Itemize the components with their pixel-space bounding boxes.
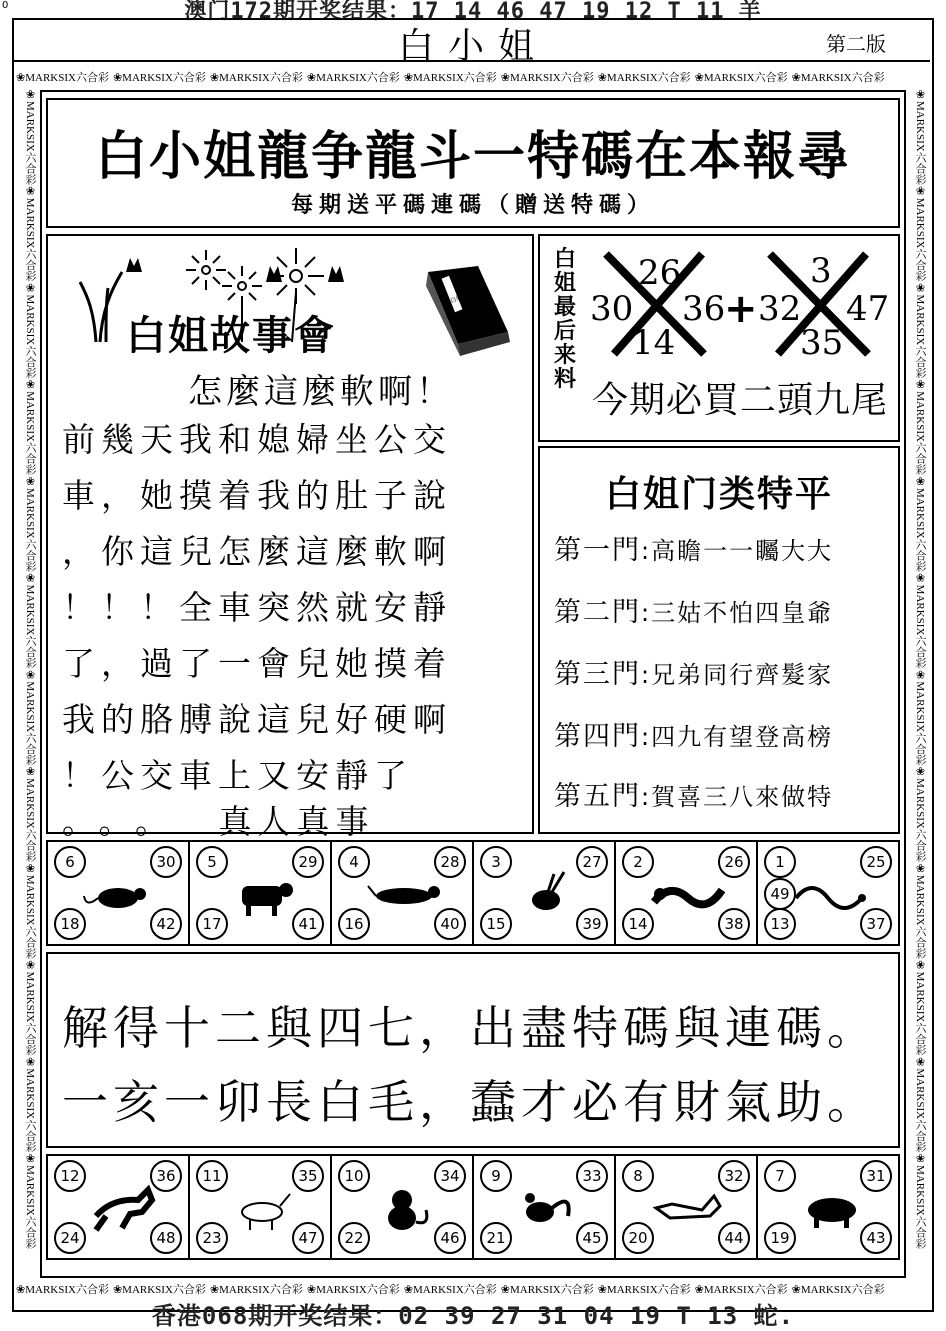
snake-icon xyxy=(792,868,868,920)
goat-icon xyxy=(224,1182,300,1234)
number-ball: 15 xyxy=(480,908,512,940)
number-ball: 2 xyxy=(622,846,654,878)
number-ball: 19 xyxy=(764,1222,796,1254)
number-ball: 7 xyxy=(764,1160,796,1192)
story-box xyxy=(46,234,534,841)
story-line: ，你這兒怎麼這麼軟啊 xyxy=(62,532,452,571)
category-text: 四九有望登高榜 xyxy=(651,723,834,751)
number-ball: 47 xyxy=(292,1222,324,1254)
number-ball: 11 xyxy=(196,1160,228,1192)
zodiac-row-top xyxy=(46,840,900,946)
number-ball: 27 xyxy=(576,846,608,878)
number-ball: 39 xyxy=(576,908,608,940)
number-ball: 14 xyxy=(622,908,654,940)
edition-label: 第二版 xyxy=(826,32,886,56)
ending-dots: 。。。 xyxy=(62,802,188,841)
tip-number: 36 xyxy=(682,289,726,329)
watermark-text: ❀MARKSIX六合彩 xyxy=(914,765,926,862)
number-ball: 31 xyxy=(860,1160,892,1192)
horse-icon xyxy=(82,1182,158,1234)
number-ball: 29 xyxy=(292,846,324,878)
crossed-numbers xyxy=(584,242,896,364)
number-ball: 48 xyxy=(150,1222,182,1254)
watermark-text: ❀MARKSIX六合彩 xyxy=(694,72,788,84)
watermark-text: ❀MARKSIX六合彩 xyxy=(914,958,926,1056)
watermark-text: ❀MARKSIX六合彩 xyxy=(914,281,926,379)
watermark-text: ❀MARKSIX六合彩 xyxy=(597,72,691,84)
ending-text: 真人真事 xyxy=(218,802,375,841)
tip-number: 30 xyxy=(590,289,634,329)
watermark-text: ❀MARKSIX六合彩 xyxy=(597,1284,691,1296)
number-ball: 37 xyxy=(860,908,892,940)
story-heading: 白姐故事會 xyxy=(126,313,336,359)
rat-icon xyxy=(82,868,158,920)
zodiac-cell-goat xyxy=(188,1154,330,1260)
watermark-text: ❀MARKSIX六合彩 xyxy=(24,184,36,282)
number-ball: 24 xyxy=(54,1222,86,1254)
category-text: 兄弟同行齊髮家 xyxy=(651,661,834,689)
category-row: 第二門:三姑不怕四皇爺 xyxy=(554,597,834,628)
monkey-icon xyxy=(366,1182,442,1234)
number-ball: 44 xyxy=(718,1222,750,1254)
watermark-text: ❀MARKSIX六合彩 xyxy=(24,1152,36,1249)
number-ball: 21 xyxy=(480,1222,512,1254)
page-number: 0 xyxy=(2,0,9,11)
watermark-text: ❀MARKSIX六合彩 xyxy=(403,72,497,84)
header-divider xyxy=(14,60,930,62)
watermark-text: ❀MARKSIX六合彩 xyxy=(403,1284,497,1296)
number-ball: 5 xyxy=(196,846,228,878)
pig-icon xyxy=(792,1182,868,1234)
watermark-strip-right xyxy=(906,88,928,1276)
watermark-text: ❀MARKSIX六合彩 xyxy=(24,861,36,959)
zodiac-cell-rooster xyxy=(472,1154,614,1260)
number-ball: 43 xyxy=(860,1222,892,1254)
number-ball: 4 xyxy=(338,846,370,878)
category-label: 第五門 xyxy=(554,781,641,812)
story-title: 怎麼這麼軟啊！ xyxy=(188,372,454,412)
number-ball: 12 xyxy=(54,1160,86,1192)
watermark-text: ❀MARKSIX六合彩 xyxy=(24,88,36,185)
poem-line-2: 一亥一卯長白毛，蠢才必有財氣助。 xyxy=(62,1075,878,1129)
watermark-text: ❀MARKSIX六合彩 xyxy=(914,184,926,282)
watermark-text: ❀MARKSIX六合彩 xyxy=(16,1284,109,1296)
watermark-text: ❀MARKSIX六合彩 xyxy=(914,1055,926,1153)
number-ball: 26 xyxy=(718,846,750,878)
watermark-text: ❀MARKSIX六合彩 xyxy=(500,1284,594,1296)
dog-icon xyxy=(650,1182,726,1234)
watermark-text: ❀MARKSIX六合彩 xyxy=(914,474,926,572)
watermark-text: ❀MARKSIX六合彩 xyxy=(914,668,926,766)
watermark-text: ❀MARKSIX六合彩 xyxy=(914,571,926,669)
watermark-strip-top xyxy=(16,66,928,88)
watermark-text: ❀MARKSIX六合彩 xyxy=(306,1284,400,1296)
tip-number: 26 xyxy=(638,253,682,293)
zodiac-cell-rat xyxy=(46,840,188,946)
number-ball: 42 xyxy=(150,908,182,940)
plus-sign: + xyxy=(724,286,758,332)
number-ball: 3 xyxy=(480,846,512,878)
story-line: ！！！全車突然就安靜 xyxy=(62,588,452,627)
number-ball: 6 xyxy=(54,846,86,878)
zodiac-cell-tiger xyxy=(330,840,472,946)
number-ball: 22 xyxy=(338,1222,370,1254)
category-row: 第四門:四九有望登高榜 xyxy=(554,721,834,752)
book-icon xyxy=(408,262,518,362)
watermark-text: ❀MARKSIX六合彩 xyxy=(791,1284,885,1296)
watermark-text: ❀MARKSIX六合彩 xyxy=(24,281,36,379)
watermark-text: ❀MARKSIX六合彩 xyxy=(914,378,926,475)
dragon-icon xyxy=(650,868,726,920)
category-row: 第一門:高瞻一一矚大大 xyxy=(554,535,834,566)
zodiac-cell-pig xyxy=(756,1154,900,1260)
watermark-text: ❀MARKSIX六合彩 xyxy=(306,72,400,84)
categories-title: 白姐门类特平 xyxy=(604,474,833,515)
category-text: 高瞻一一矚大大 xyxy=(651,537,834,565)
zodiac-cell-dog xyxy=(614,1154,756,1260)
zodiac-cell-horse xyxy=(46,1154,188,1260)
tip-number: 3 xyxy=(810,251,832,291)
tip-number: 47 xyxy=(846,289,890,329)
zodiac-cell-ox xyxy=(188,840,330,946)
book-title: 白姐故事 xyxy=(449,289,475,305)
tip-number: 35 xyxy=(800,323,844,363)
number-ball: 41 xyxy=(292,908,324,940)
category-row: 第三門:兄弟同行齊髮家 xyxy=(554,659,834,690)
number-ball: 8 xyxy=(622,1160,654,1192)
page-title: 白小姐 xyxy=(397,26,548,67)
story-line: 我的胳膊說這兒好硬啊 xyxy=(62,700,452,739)
number-ball: 30 xyxy=(150,846,182,878)
number-ball: 13 xyxy=(764,908,796,940)
watermark-text: ❀MARKSIX六合彩 xyxy=(112,1284,206,1296)
number-ball: 40 xyxy=(434,908,466,940)
category-row: 第五門:賀喜三八來做特 xyxy=(554,781,834,812)
watermark-text: ❀MARKSIX六合彩 xyxy=(209,72,303,84)
ox-icon xyxy=(224,868,300,920)
rabbit-icon xyxy=(508,868,584,920)
poem-line-1: 解得十二與四七，出盡特碼與連碼。 xyxy=(62,1001,878,1055)
number-ball: 45 xyxy=(576,1222,608,1254)
number-ball: 9 xyxy=(480,1160,512,1192)
headline-box xyxy=(46,98,900,228)
subheadline: 每期送平碼連碼（贈送特碼） xyxy=(290,193,655,218)
number-ball: 36 xyxy=(150,1160,182,1192)
number-ball: 1 xyxy=(764,846,796,878)
watermark-text: ❀MARKSIX六合彩 xyxy=(24,1055,36,1153)
number-ball: 35 xyxy=(292,1160,324,1192)
categories-box xyxy=(538,446,900,834)
bottom-result-banner: 香港068期开奖结果：02 39 27 31 04 19 T 13 蛇. xyxy=(151,1302,795,1330)
watermark-text: ❀MARKSIX六合彩 xyxy=(914,861,926,959)
number-ball: 33 xyxy=(576,1160,608,1192)
zodiac-row-bottom xyxy=(46,1154,900,1260)
story-body xyxy=(62,412,532,804)
watermark-text: ❀MARKSIX六合彩 xyxy=(24,668,36,766)
number-ball: 46 xyxy=(434,1222,466,1254)
number-ball: 28 xyxy=(434,846,466,878)
category-text: 賀喜三八來做特 xyxy=(651,783,834,811)
story-line: 車，她摸着我的肚子說 xyxy=(62,476,452,515)
watermark-text: ❀MARKSIX六合彩 xyxy=(112,72,206,84)
watermark-text: ❀MARKSIX六合彩 xyxy=(209,1284,303,1296)
story-line: 前幾天我和媳婦坐公交 xyxy=(62,420,452,459)
story-line: 了，過了一會兒她摸着 xyxy=(62,644,452,683)
number-ball: 18 xyxy=(54,908,86,940)
number-ball: 23 xyxy=(196,1222,228,1254)
tip-number: 14 xyxy=(632,323,676,363)
number-ball: 25 xyxy=(860,846,892,878)
watermark-text: ❀MARKSIX六合彩 xyxy=(791,72,885,84)
number-ball: 17 xyxy=(196,908,228,940)
watermark-text: ❀MARKSIX六合彩 xyxy=(16,72,109,84)
watermark-text: ❀MARKSIX六合彩 xyxy=(914,88,926,185)
number-ball: 38 xyxy=(718,908,750,940)
watermark-text: ❀MARKSIX六合彩 xyxy=(24,571,36,669)
watermark-text: ❀MARKSIX六合彩 xyxy=(24,378,36,475)
story-ending xyxy=(62,796,375,843)
rooster-icon xyxy=(508,1182,584,1234)
zodiac-cell-dragon xyxy=(614,840,756,946)
watermark-text: ❀MARKSIX六合彩 xyxy=(24,474,36,572)
category-label: 第一門 xyxy=(554,535,641,566)
watermark-strip-left xyxy=(16,88,38,1276)
last-tip-label: 白姐最后来料 xyxy=(554,247,577,392)
number-ball: 20 xyxy=(622,1222,654,1254)
poem-box xyxy=(46,952,900,1148)
last-tip-box xyxy=(538,234,900,442)
watermark-text: ❀MARKSIX六合彩 xyxy=(24,958,36,1056)
number-ball: 10 xyxy=(338,1160,370,1192)
watermark-text: ❀MARKSIX六合彩 xyxy=(24,765,36,862)
number-ball: 34 xyxy=(434,1160,466,1192)
category-text: 三姑不怕四皇爺 xyxy=(651,599,834,627)
category-label: 第二門 xyxy=(554,597,641,628)
headline: 白小姐龍争龍斗一特碼在本報尋 xyxy=(94,127,851,187)
zodiac-cell-rabbit xyxy=(472,840,614,946)
story-line: ！公交車上又安靜了 xyxy=(62,756,413,795)
zodiac-cell-snake xyxy=(756,840,900,946)
category-label: 第四門 xyxy=(554,721,641,752)
tiger-icon xyxy=(366,868,442,920)
zodiac-cell-monkey xyxy=(330,1154,472,1260)
watermark-text: ❀MARKSIX六合彩 xyxy=(914,1152,926,1249)
top-result-banner: 澳门172期开奖结果：17 14 46 47 19 12 T 11 羊 xyxy=(184,0,762,24)
number-ball: 32 xyxy=(718,1160,750,1192)
last-tip-text: 今期必買二頭九尾 xyxy=(592,380,889,421)
category-label: 第三門 xyxy=(554,659,641,690)
number-ball: 16 xyxy=(338,908,370,940)
watermark-text: ❀MARKSIX六合彩 xyxy=(500,72,594,84)
watermark-text: ❀MARKSIX六合彩 xyxy=(694,1284,788,1296)
number-ball: 49 xyxy=(764,878,796,910)
tip-number: 32 xyxy=(758,289,802,329)
